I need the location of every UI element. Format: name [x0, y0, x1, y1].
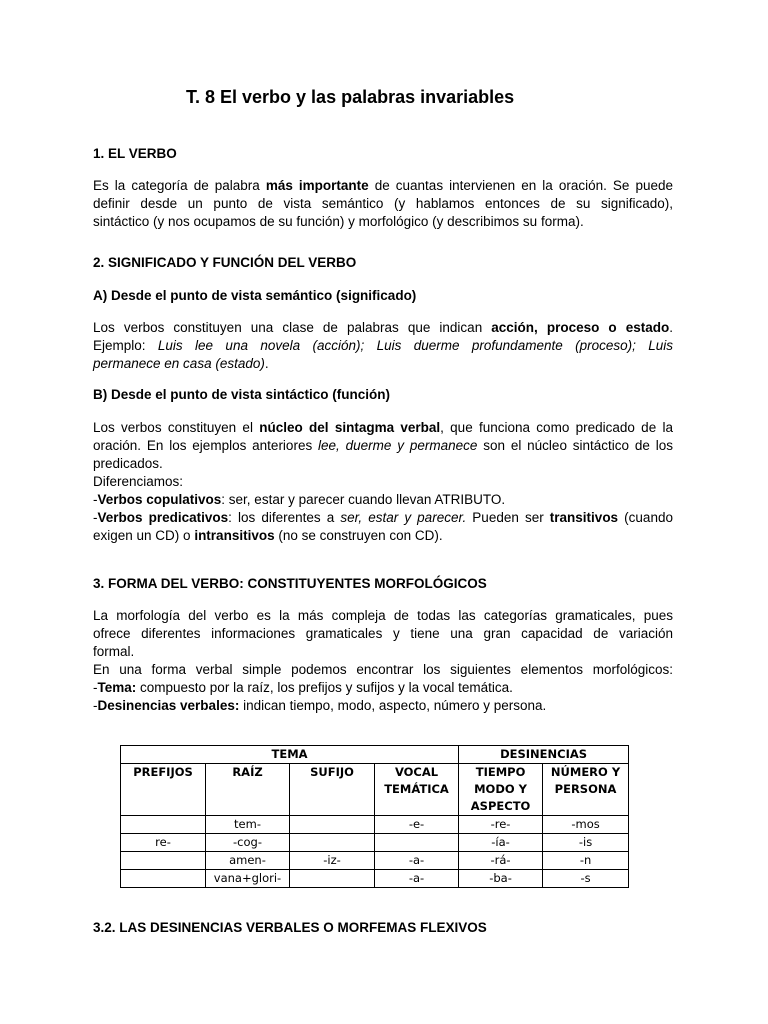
- bold-text: transitivos: [549, 510, 619, 525]
- paragraph-line: [93, 419, 673, 437]
- section-heading-significado: 2. SIGNIFICADO Y FUNCIÓN DEL VERBO: [93, 255, 357, 270]
- paragraph-semantico: [93, 319, 673, 373]
- table-cell: -ba-: [459, 870, 543, 888]
- table-header-row: [121, 764, 629, 816]
- paragraph-line: [93, 319, 673, 337]
- bold-text: Verbos copulativos: [97, 492, 222, 507]
- text-run: Los verbos constituyen una clase de palabras que indican: [93, 320, 492, 335]
- table-cell: -a-: [375, 870, 459, 888]
- text-run: -: [93, 680, 98, 695]
- text-run: .: [669, 320, 674, 335]
- text-run: Ejemplo:: [93, 338, 158, 353]
- paragraph-line: sintáctico (y nos ocupamos de su función) y morfológico (y describimos su forma).: [93, 214, 584, 229]
- text-run: indican tiempo, modo, aspecto, número y persona.: [239, 698, 547, 713]
- list-item-desinencias: [93, 697, 673, 715]
- subheading-sintactico: B) Desde el punto de vista sintáctico (función): [93, 387, 391, 402]
- text-run: : los diferentes a: [228, 510, 341, 525]
- bold-text: Tema:: [97, 680, 137, 695]
- paragraph-line: [93, 337, 673, 355]
- table-header-cell: PREFIJOS: [121, 764, 206, 816]
- paragraph-line: ofrece diferentes informaciones gramaticales y tiene una gran capacidad de variación: [93, 626, 673, 641]
- table-cell: -is: [543, 834, 629, 852]
- table-cell: [375, 834, 459, 852]
- text-run: (no se construyen con CD).: [274, 528, 443, 543]
- text-run: exigen un CD) o: [93, 528, 195, 543]
- list-item-copulativos: [93, 491, 673, 509]
- bold-text: núcleo del sintagma verbal: [259, 420, 441, 435]
- paragraph-line: formal.: [93, 644, 135, 659]
- paragraph-line: predicados.: [93, 456, 163, 471]
- table-cell: -rá-: [459, 852, 543, 870]
- paragraph-line: La morfología del verbo es la más compleja de todas las categorías gramaticales, pues: [93, 608, 673, 623]
- table-cell: [290, 870, 375, 888]
- bold-text: más importante: [265, 178, 369, 193]
- table-row: [121, 816, 629, 834]
- table-header-cell: RAÍZ: [206, 764, 290, 816]
- table-group-header-desinencias: DESINENCIAS: [459, 746, 629, 764]
- text-run: son el núcleo sintáctico de los: [477, 438, 674, 453]
- paragraph-line: [93, 177, 673, 195]
- list-item-tema: [93, 679, 673, 697]
- text-run: .: [264, 356, 269, 371]
- bold-text: acción, proceso o estado: [491, 320, 670, 335]
- table-cell: [121, 852, 206, 870]
- table-cell: -re-: [459, 816, 543, 834]
- table-row: [121, 852, 629, 870]
- subheading-semantico: A) Desde el punto de vista semántico (significado): [93, 288, 417, 303]
- table-cell: [121, 816, 206, 834]
- table-group-header-row: [121, 746, 629, 764]
- text-run: Pueden ser: [466, 510, 550, 525]
- text-run: , que funciona como predicado de la: [440, 420, 673, 435]
- text-run: Los verbos constituyen el: [93, 420, 260, 435]
- section-heading-desinencias: 3.2. LAS DESINENCIAS VERBALES O MORFEMAS FLEXIVOS: [93, 920, 487, 935]
- table-header-cell: TIEMPO MODO Y ASPECTO: [459, 764, 543, 816]
- table-cell: -ía-: [459, 834, 543, 852]
- document-title: T. 8 El verbo y las palabras invariables: [186, 87, 515, 107]
- list-item-predicativos: [93, 509, 673, 527]
- paragraph-line: [93, 437, 673, 455]
- morphology-table: [120, 745, 629, 888]
- paragraph-line: [93, 527, 673, 545]
- table-group-header-tema: TEMA: [121, 746, 459, 764]
- table-cell: [290, 816, 375, 834]
- text-run: Es la categoría de palabra: [93, 178, 266, 193]
- paragraph-sintactico: [93, 419, 673, 545]
- table-cell: [290, 834, 375, 852]
- bold-text: Verbos predicativos: [97, 510, 229, 525]
- table-cell: -mos: [543, 816, 629, 834]
- italic-text: Luis lee una novela (acción); Luis duerme profundamente (proceso); Luis: [157, 338, 674, 353]
- paragraph-line: [93, 355, 673, 373]
- table-cell: -s: [543, 870, 629, 888]
- table-cell: -n: [543, 852, 629, 870]
- paragraph-forma: [93, 607, 673, 715]
- text-run: -: [93, 698, 98, 713]
- text-run: -: [93, 510, 98, 525]
- paragraph-line: En una forma verbal simple podemos encontrar los siguientes elementos morfológicos:: [93, 662, 673, 677]
- text-run: -: [93, 492, 98, 507]
- table-cell: re-: [121, 834, 206, 852]
- text-run: compuesto por la raíz, los prefijos y sufijos y la vocal temática.: [136, 680, 513, 695]
- text-run: oración. En los ejemplos anteriores: [93, 438, 319, 453]
- table-header-cell: NÚMERO Y PERSONA: [543, 764, 629, 816]
- table-row: [121, 834, 629, 852]
- italic-text: lee, duerme y permanece: [318, 438, 478, 453]
- bold-text: intransitivos: [194, 528, 275, 543]
- bold-text: Desinencias verbales:: [97, 698, 240, 713]
- table-cell: -cog-: [206, 834, 290, 852]
- table-cell: amen-: [206, 852, 290, 870]
- paragraph-line: Diferenciamos:: [93, 474, 184, 489]
- paragraph-line: definir desde un punto de vista semántico (y hablamos entonces de su significado),: [93, 196, 673, 211]
- italic-text: permanece en casa (estado): [93, 356, 265, 371]
- text-run: de cuantas intervienen en la oración. Se puede: [368, 178, 673, 193]
- table-cell: [121, 870, 206, 888]
- table-cell: tem-: [206, 816, 290, 834]
- table-cell: -e-: [375, 816, 459, 834]
- table-cell: vana+glori-: [206, 870, 290, 888]
- text-run: (cuando: [618, 510, 673, 525]
- section-heading-el-verbo: 1. EL VERBO: [93, 146, 177, 161]
- italic-text: ser, estar y parecer.: [340, 510, 467, 525]
- paragraph-el-verbo: [93, 177, 673, 231]
- table-cell: -a-: [375, 852, 459, 870]
- table-cell: -iz-: [290, 852, 375, 870]
- table-header-cell: VOCAL TEMÁTICA: [375, 764, 459, 816]
- section-heading-forma: 3. FORMA DEL VERBO: CONSTITUYENTES MORFOLÓGICOS: [93, 576, 487, 591]
- text-run: : ser, estar y parecer cuando llevan ATRIBUTO.: [221, 492, 506, 507]
- table-header-cell: SUFIJO: [290, 764, 375, 816]
- table-row: [121, 870, 629, 888]
